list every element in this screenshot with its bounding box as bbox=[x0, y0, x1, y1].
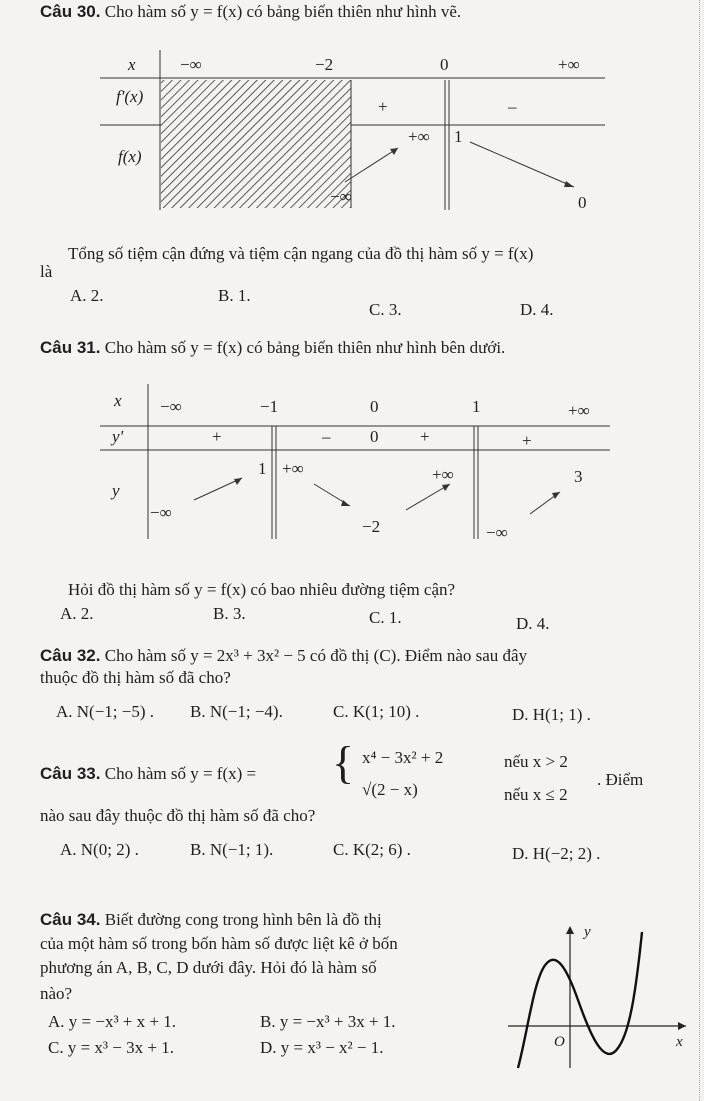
q31-sign-2: – bbox=[322, 427, 331, 446]
q34-curve-graph bbox=[500, 920, 690, 1070]
q31-number: Câu 31. bbox=[40, 338, 101, 357]
q33-option-c: C. K(2; 6) . bbox=[333, 840, 411, 859]
q32-option-a: A. N(−1; −5) . bbox=[56, 702, 155, 721]
q30-arrow-down bbox=[470, 142, 574, 187]
q33-option-d: D. H(−2; 2) . bbox=[512, 844, 601, 863]
q31-option-b: B. 3. bbox=[213, 604, 246, 623]
q31-x-label: x bbox=[114, 391, 122, 410]
q31-x-val-5: +∞ bbox=[568, 401, 590, 420]
q33-line-2: nào sau đây thuộc đồ thị hàm số đã cho? bbox=[40, 806, 316, 825]
q34-line-4: nào? bbox=[40, 984, 73, 1003]
q31-y-val-7: 3 bbox=[574, 467, 583, 486]
q31-y-label: y bbox=[112, 481, 120, 500]
q31-sign-4: + bbox=[420, 427, 430, 446]
q34-number: Câu 34. bbox=[40, 910, 101, 929]
q30-option-d: D. 4. bbox=[520, 300, 554, 319]
q31-x-val-3: 0 bbox=[370, 397, 379, 416]
q33-stem-b: . Điểm bbox=[597, 770, 644, 789]
q30-option-b: B. 1. bbox=[218, 286, 251, 305]
q31-y-val-2: +∞ bbox=[282, 459, 304, 478]
q32-stem: Cho hàm số y = 2x³ + 3x² − 5 có đồ thị (C). Điểm nào sau đây bbox=[104, 646, 528, 665]
q34-line-1 bbox=[40, 910, 382, 930]
q30-x-val-4: +∞ bbox=[558, 55, 580, 74]
q33-stem-a: Cho hàm số y = f(x) = bbox=[104, 764, 257, 783]
q34-y-label: y bbox=[584, 924, 591, 940]
q31-y-val-4: −2 bbox=[362, 517, 381, 536]
q31-sign-5: + bbox=[522, 431, 532, 450]
q31-sign-3: 0 bbox=[370, 427, 379, 446]
q31-arrow-1 bbox=[194, 478, 242, 500]
q34-option-a: A. y = −x³ + x + 1. bbox=[48, 1012, 176, 1031]
q30-x-val-3: 0 bbox=[440, 55, 449, 74]
q33-option-a: A. N(0; 2) . bbox=[60, 840, 139, 859]
q30-sign-2: – bbox=[508, 97, 517, 116]
q33-option-b: B. N(−1; 1). bbox=[190, 840, 274, 859]
q34-option-c: C. y = x³ − 3x + 1. bbox=[48, 1038, 174, 1057]
q31-arrow-3 bbox=[406, 484, 450, 510]
q30-f-val-4: 0 bbox=[578, 193, 587, 212]
q31-variation-table bbox=[100, 384, 620, 544]
q30-fp-label: f'(x) bbox=[116, 87, 144, 106]
q30-variation-table bbox=[100, 50, 620, 220]
q33-case-1-cond: nếu x > 2 bbox=[504, 752, 568, 771]
q30-f-val-2: 1 bbox=[454, 127, 463, 146]
q30-option-a: A. 2. bbox=[70, 286, 104, 305]
q31-y-val-1: 1 bbox=[258, 459, 267, 478]
q34-x-label: x bbox=[676, 1034, 683, 1050]
q31-x-val-1: −∞ bbox=[160, 397, 182, 416]
q34-origin-label: O bbox=[554, 1034, 565, 1050]
q30-x-val-1: −∞ bbox=[180, 55, 202, 74]
q33-left-brace: { bbox=[332, 737, 355, 788]
q31-option-c: C. 1. bbox=[369, 608, 402, 627]
q32-line-2: thuộc đồ thị hàm số đã cho? bbox=[40, 668, 231, 687]
q30-line bbox=[40, 2, 461, 22]
q30-stem: Cho hàm số y = f(x) có bảng biến thiên như hình vẽ. bbox=[104, 2, 462, 21]
q30-x-label: x bbox=[128, 55, 136, 74]
q30-x-val-2: −2 bbox=[315, 55, 334, 74]
q31-yp-label: y' bbox=[112, 427, 124, 446]
q34-option-b: B. y = −x³ + 3x + 1. bbox=[260, 1012, 396, 1031]
q31-x-val-2: −1 bbox=[260, 397, 279, 416]
q30-f-label: f(x) bbox=[118, 147, 142, 166]
q30-arrow-up bbox=[345, 148, 398, 182]
q33-number: Câu 33. bbox=[40, 764, 101, 783]
q30-f-val-3: −∞ bbox=[330, 187, 352, 206]
q30-f-val-1: +∞ bbox=[408, 127, 430, 146]
q31-question: Hỏi đồ thị hàm số y = f(x) có bao nhiêu đường tiệm cận? bbox=[68, 580, 456, 599]
q32-option-d: D. H(1; 1) . bbox=[512, 705, 591, 724]
q31-option-d: D. 4. bbox=[516, 614, 550, 633]
q34-text-1: Biết đường cong trong hình bên là đồ thị bbox=[104, 910, 382, 929]
q33-line-1 bbox=[40, 764, 256, 784]
q31-x-val-4: 1 bbox=[472, 397, 481, 416]
q30-hatched-region bbox=[161, 80, 351, 208]
q31-y-val-5: +∞ bbox=[432, 465, 454, 484]
q31-line bbox=[40, 338, 505, 358]
q32-option-c: C. K(1; 10) . bbox=[333, 702, 420, 721]
q32-option-b: B. N(−1; −4). bbox=[190, 702, 283, 721]
q30-question-line-2: là bbox=[40, 262, 53, 281]
q31-y-val-6: −∞ bbox=[486, 523, 508, 542]
q33-case-1: x⁴ − 3x² + 2 bbox=[362, 748, 444, 767]
q30-sign-1: + bbox=[378, 97, 388, 116]
q34-line-3: phương án A, B, C, D dưới đây. Hỏi đó là hàm số bbox=[40, 958, 377, 977]
q34-curve bbox=[518, 932, 642, 1068]
q32-number: Câu 32. bbox=[40, 646, 101, 665]
q31-option-a: A. 2. bbox=[60, 604, 94, 623]
q30-question-line-1: Tổng số tiệm cận đứng và tiệm cận ngang của đồ thị hàm số y = f(x) bbox=[68, 244, 534, 263]
q30-number: Câu 30. bbox=[40, 2, 101, 21]
q34-line-2: của một hàm số trong bốn hàm số được liệt kê ở bốn bbox=[40, 934, 398, 953]
q32-line-1 bbox=[40, 646, 527, 666]
q30-option-c: C. 3. bbox=[369, 300, 402, 319]
q33-case-2: √(2 − x) bbox=[362, 780, 418, 799]
q31-stem: Cho hàm số y = f(x) có bảng biến thiên như hình bên dưới. bbox=[104, 338, 506, 357]
q34-option-d: D. y = x³ − x² − 1. bbox=[260, 1038, 384, 1057]
q31-y-val-3: −∞ bbox=[150, 503, 172, 522]
q33-case-2-cond: nếu x ≤ 2 bbox=[504, 785, 568, 804]
q31-sign-1: + bbox=[212, 427, 222, 446]
